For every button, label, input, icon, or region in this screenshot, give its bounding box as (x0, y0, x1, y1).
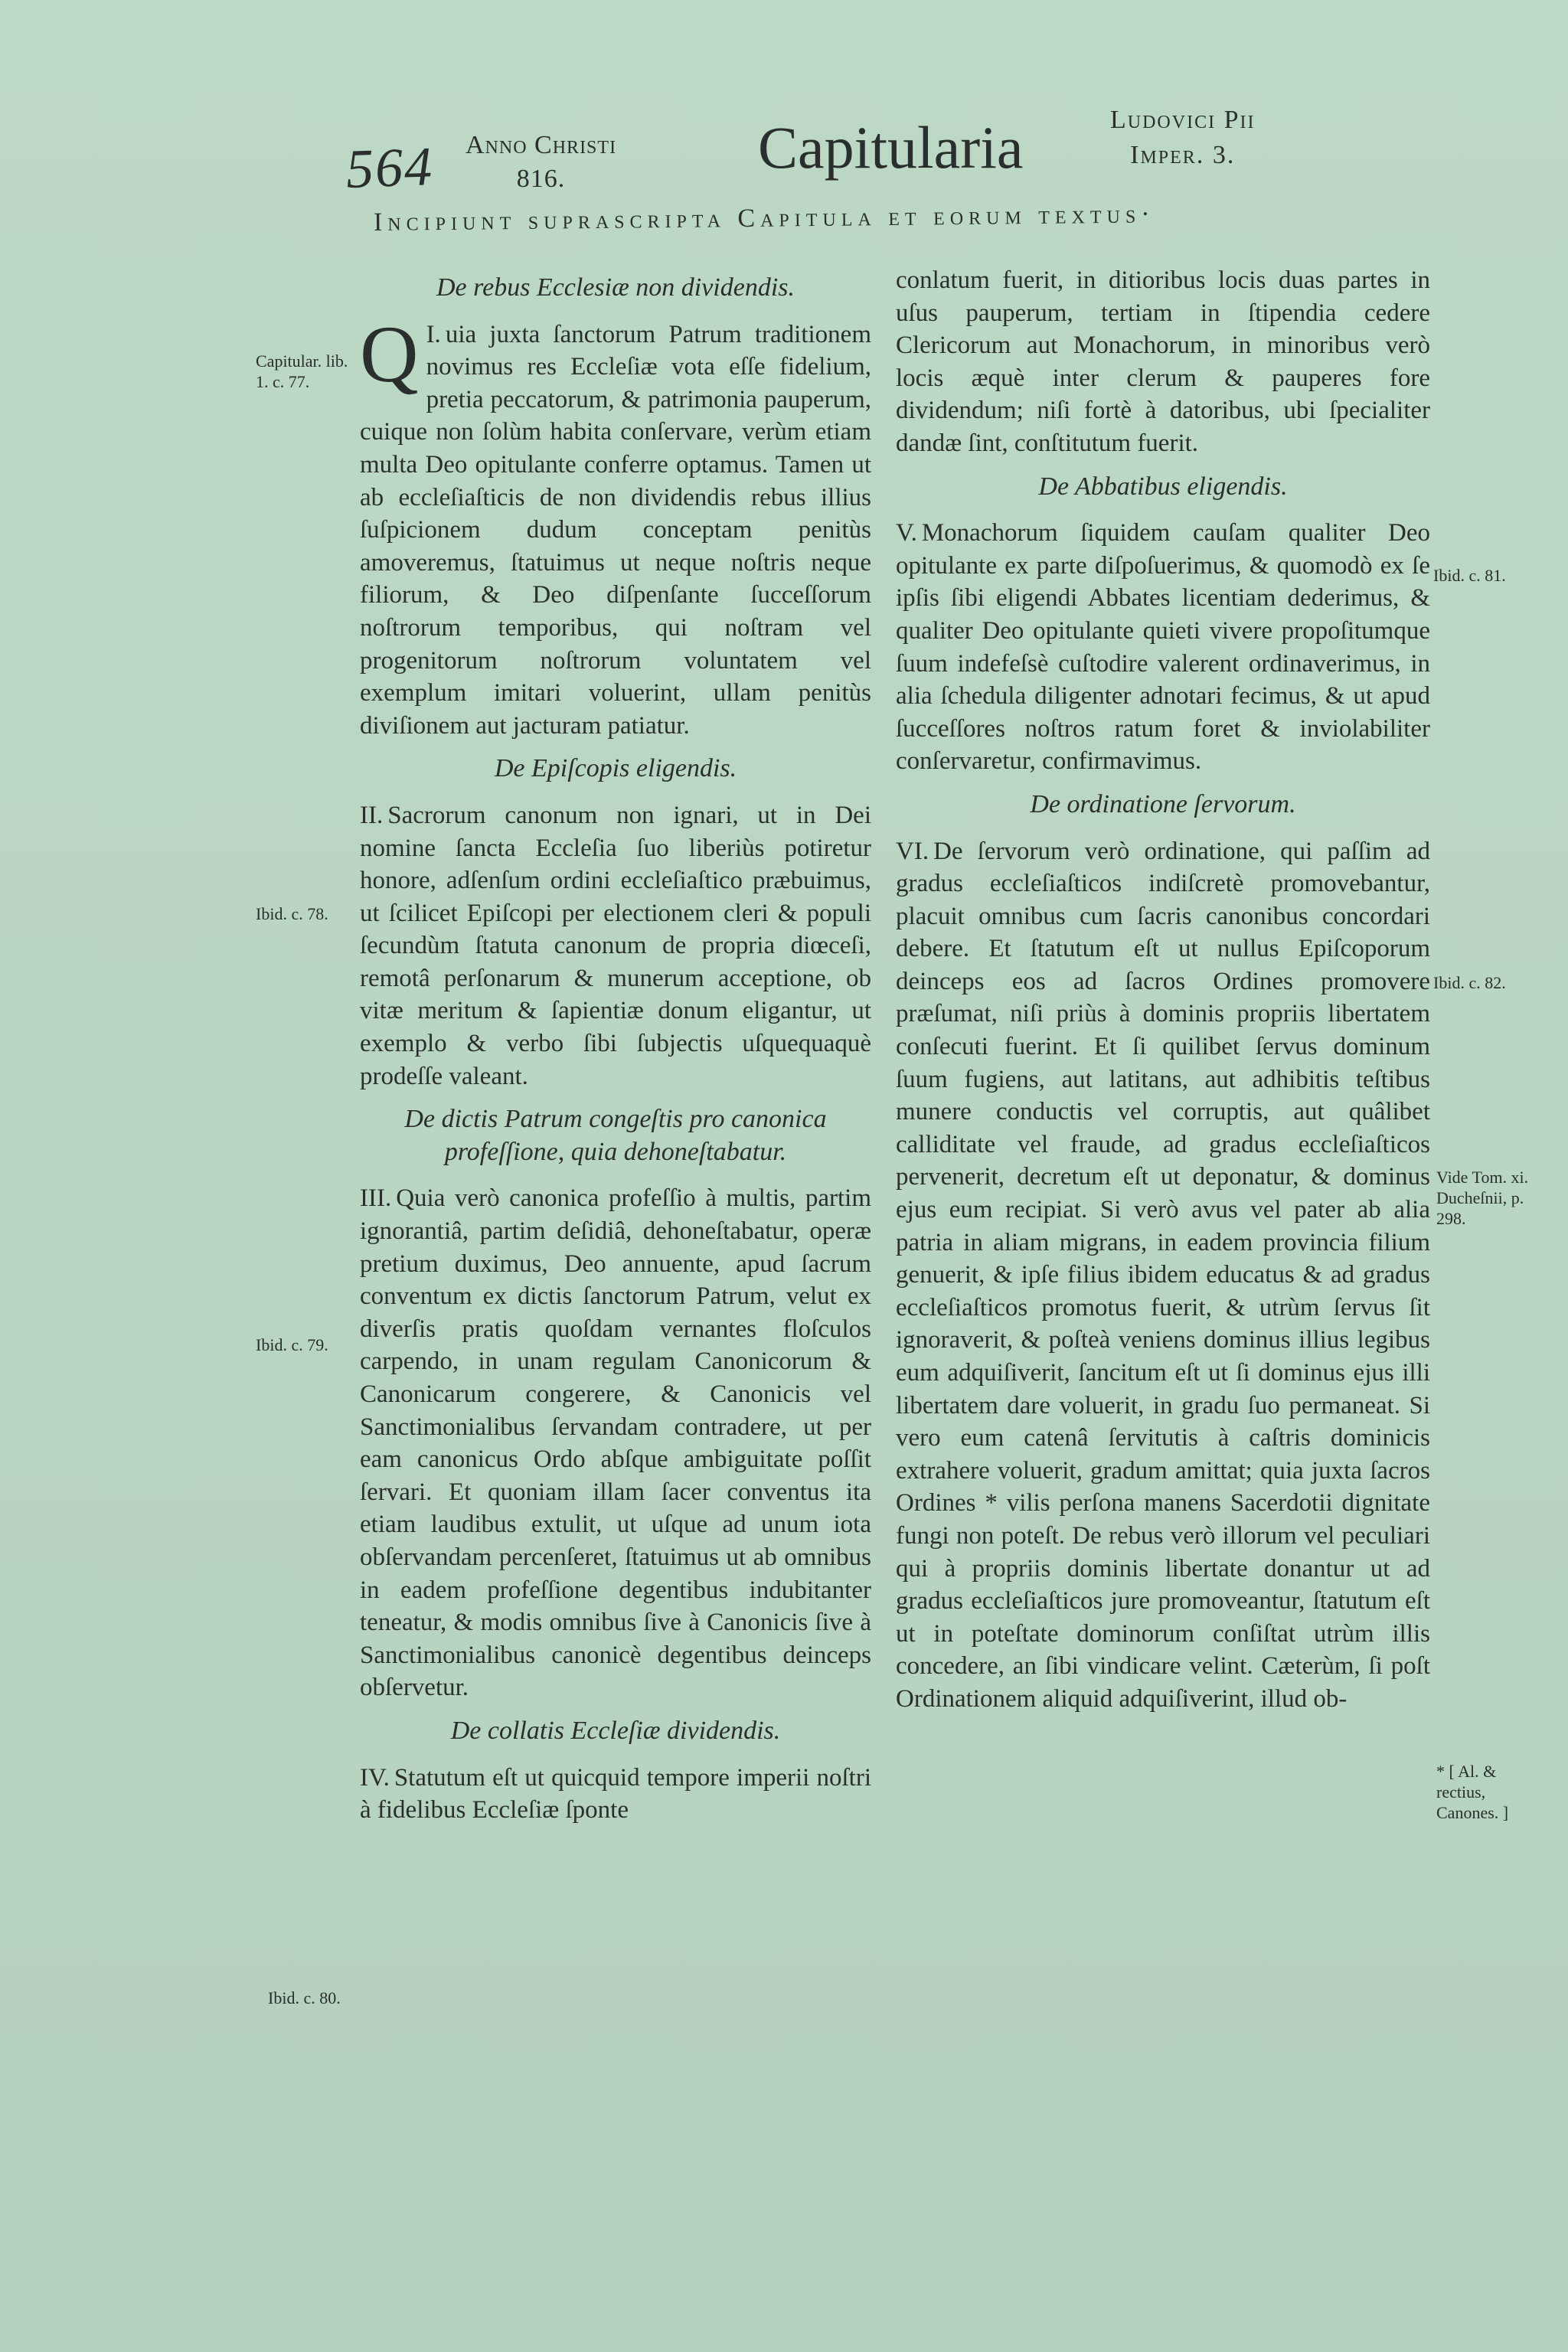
header-year (466, 129, 616, 196)
margin-note-ibid-78: Ibid. c. 78. (256, 904, 328, 923)
margin-note-ibid-81: Ibid. c. 81. (1433, 566, 1506, 585)
chapter-6-text (896, 835, 1430, 1716)
margin-note-ibid-79: Ibid. c. 79. (256, 1335, 328, 1354)
header-anno-label: Anno Christi (466, 131, 617, 159)
chapter-5-text (896, 517, 1430, 778)
chapter-4-text (360, 1762, 871, 1827)
chapter-2-text (360, 799, 871, 1093)
header-emperor (1110, 103, 1255, 173)
chapter-1-number: I. (426, 320, 441, 348)
chapter-3-text (360, 1182, 871, 1704)
chapter-5-title: De Abbatibus eligendis. (1038, 472, 1288, 501)
chapter-5-number: V. (896, 519, 917, 547)
chapter-6-number: VI. (896, 837, 929, 865)
left-column (360, 272, 871, 1827)
chapter-2-body: Sacrorum canonum non ignari, ut in Dei nomine ſancta Eccleſia ſuo liberiùs potiretur honore, adſenſum ordini eccleſiaſtico præbuimus, ut ſcilicet Epiſcopi per electionem cleri & populi ſecundùm ſtatuta canonum de propria diœceſi, remotâ perſonarum & munerum acceptione, ob vitæ meritum & ſapientiæ donum eligantur, ut exemplo & verbo ſibi ſubjectis uſquequaquè prodeſſe valeant. (360, 801, 871, 1090)
chapter-6-title: De ordinatione ſervorum. (1030, 789, 1296, 818)
chapter-1-title: De rebus Ecclesiæ non dividendis. (436, 273, 795, 302)
margin-note-ibid-82: Ibid. c. 82. (1433, 973, 1506, 992)
header-emperor-year: Imper. 3. (1130, 141, 1236, 169)
chapter-1-body: uia juxta ſanctorum Patrum traditionem novimus res Eccleſiæ vota eſſe fidelium, pretia peccatorum, & patrimonia pauperum, cuique non ſolùm habita conſervare, verùm etiam multa Deo opitulante conferre optamus. Tamen ut ab eccleſiaſticis de non dividendis rebus illius ſuſpicionem dudum conceptam penitùs amoveremus, ſtatuimus ut neque noſtris neque filiorum, & Deo diſpenſante ſucceſſorum noſtrorum temporibus, qui noſtram vel progenitorum noſtrorum voluntatem vel exemplum imitari voluerint, ullam penitùs diviſionem aut jacturam patiatur. (360, 320, 871, 740)
drop-cap: Q (360, 309, 419, 399)
page-number: 564 (345, 136, 435, 200)
section-heading: Incipiunt suprascripta Capitula et eorum textus· (373, 200, 1155, 237)
margin-note-ibid-80: Ibid. c. 80. (268, 1988, 341, 2007)
chapter-3-title: De dictis Patrum congeſtis pro canonica profeſſione, quia dehoneſtabatur. (404, 1105, 827, 1166)
right-column (896, 264, 1430, 1716)
chapter-4-body: Statutum eſt ut quicquid tempore imperii noſtri à fidelibus Eccleſiæ ſponte (360, 1763, 871, 1824)
chapter-2-number: II. (360, 801, 384, 829)
chapter-3-number: III. (360, 1184, 392, 1213)
chapter-1-text (360, 309, 871, 743)
chapter-6-body: De ſervorum verò ordinatione, qui paſſim ad gradus eccleſiaſticos indiſcretè promovebantur, placuit omnibus cum ſacris canonibus concordari debere. Et ſtatutum eſt ut nullus Epiſcoporum deinceps eos ad ſacros Ordines promovere præſumat, niſi priùs à dominis propriis libertatem conſecuti fuerint. Et ſi quilibet ſervus dominum ſuum fugiens, aut latitans, aut adhibitis teſtibus munere conductis vel corruptis, aut quâlibet calliditate vel fraude, ad gradus eccleſiaſticos pervenerit, decretum eſt ut deponatur, & dominus ejus eum recipiat. Si verò avus vel pater ab alia patria in aliam migrans, in eadem provincia filium genuerit, & ipſe filius ibidem educatus & ad gradus eccleſiaſticos promotus fuerit, & utrùm ſervus ſit ignoraverit, & poſteà veniens dominus illius legibus eum adquiſiverit, ſancitum eſt ut ſi dominus ejus illi libertatem dare voluerit, in gradu ſuo permaneat. Si vero eum catenâ ſervitutis à caſtris dominicis extrahere voluerit, gradum amittat; quia juxta ſacros Ordines * vilis perſona manens Sacerdotii dignitate fungi non poteſt. De rebus verò illorum vel peculiari qui à propriis dominis libertate donantur ut ad gradus eccleſiaſticos jure promoveantur, ſtatutum eſt ut in poteſtate dominorum conſiſtat utrùm illis concedere, an ſibi vindicare velint. Cæterùm, ſi poſt Ordinationem aliquid adquiſiverint, illud ob- (896, 837, 1430, 1713)
margin-note-alias-canones: * [ Al. & rectius, Canones. ] (1436, 1762, 1509, 1822)
chapter-2-title: De Epiſcopis eligendis. (494, 754, 737, 783)
margin-note-vide-tom: Vide Tom. xi. Ducheſnii, p. 298. (1436, 1168, 1529, 1228)
chapter-3-body: Quia verò canonica profeſſio à multis, partim ignorantiâ, partim deſidiâ, dehoneſtabatur, operæ pretium duximus, Deo annuente, apud ſacrum conventum ex dictis ſanctorum Patrum, velut ex diverſis pratis quoſdam vernantes floſculos carpendo, in unam regulam Canonicorum & Canonicarum congerere, & Canonicis vel Sanctimonialibus ſervandam contradere, ut per eam canonicus Ordo abſque ambiguitate poſſit ſervari. Et quoniam illam ſacer conventus ita etiam laudibus extulit, ut uſque ad unum iota obſervandam percenſeret, ſtatuimus ut ab omnibus in eadem profeſſione degentibus indubitanter teneatur, & modis omnibus ſive à Canonicis ſive à Sanctimonialibus canonicè degentibus deinceps obſervetur. (360, 1184, 871, 1702)
header-emperor-name: Ludovici Pii (1110, 106, 1256, 134)
margin-note-capitular: Capitular. lib. 1. c. 77. (256, 351, 348, 391)
chapter-4-number: IV. (360, 1763, 390, 1792)
chapter-5-body: Monachorum ſiquidem cauſam qualiter Deo opitulante ex parte diſpoſuerimus, & quomodò ex ſe ipſis ſibi eligendi Abbates licentiam dederimus, & qualiter Deo opitulante quieti vivere propoſitumque ſuum indefeſsè cuſtodire valerent ordinaverimus, in alia ſchedula diligenter adnotari fecimus, & ut apud ſucceſſores noſtros ratum foret & inviolabiliter conſervaretur, confirmavimus. (896, 519, 1430, 776)
header-year-value: 816. (516, 165, 566, 193)
running-title: Capitularia (758, 114, 1024, 181)
chapter-4-title: De collatis Eccleſiæ dividendis. (450, 1716, 781, 1745)
chapter-4-continuation: conlatum fuerit, in ditioribus locis duas partes in uſus pauperum, tertiam in ſtipendia cedere Clericorum aut Monachorum, in minoribus verò locis æquè inter clerum & pauperes fore dividendum; niſi fortè à datoribus, ubi ſpecialiter dandæ ſint, conſtitutum fuerit. (896, 266, 1430, 457)
